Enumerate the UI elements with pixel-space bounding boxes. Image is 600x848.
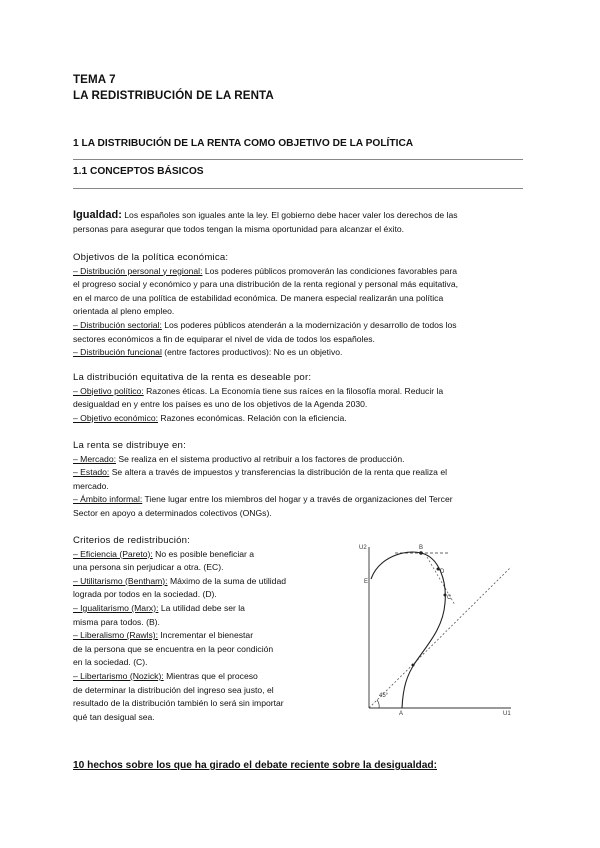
deseable-heading: La distribución equitativa de la renta es deseable por:	[73, 372, 312, 383]
criterios-heading: Criterios de redistribución:	[73, 535, 191, 546]
angle-arc	[377, 700, 379, 708]
point-b-lower	[412, 664, 415, 667]
label-d: D	[440, 569, 445, 575]
hechos-heading: 10 hechos sobre los que ha girado el debate reciente sobre la desigualdad:	[73, 760, 438, 771]
utility-frontier-figure	[355, 537, 515, 717]
deseable-block: La distribución equitativa de la renta es deseable por: – Objetivo político: Razones éticas. La Economía tiene sus raíces en la filosofía moral. Reducir la desigualdad en y entre los países es uno de los objetivos de la Agenda 2030. – Objetivo económico: Razones económicas. Relación con la eficiencia.	[73, 371, 528, 425]
objetivos-heading: Objetivos de la política económica:	[73, 252, 229, 263]
label-b: B	[419, 545, 424, 551]
divider	[73, 159, 523, 160]
angle-label: 45°	[379, 693, 389, 699]
objetivos-block: Objetivos de la política económica: – Distribución personal y regional: Los poderes públicos promoverán las condiciones favorables para el progreso social y económico y para una distribución de la renta regional y personal más equitativa, en el marco de una política de estabilidad económica. De manera especial realizarán una política orientada al pleno empleo. – Distribución sectorial: Los poderes públicos atenderán a la modernización y desarrollo de todos los sectores económicos a fin de equiparar el nivel de vida de todos los españoles. – Distribución funcional (entre factores productivos): No es un objetivo.	[73, 251, 528, 360]
y-axis-label: U2	[359, 545, 367, 551]
label-e: E	[364, 579, 369, 585]
section-1-1-title: 1.1 CONCEPTOS BÁSICOS	[73, 166, 204, 177]
label-c: C	[447, 595, 452, 601]
topic-title: LA REDISTRIBUCIÓN DE LA RENTA	[73, 89, 274, 102]
x-axis-label: U1	[503, 711, 511, 717]
distribuye-block: La renta se distribuye en: – Mercado: Se realiza en el sistema productivo al retribuir a los factores de producción. – Estado: Se altera a través de impuestos y transferencias la distribución de la renta que realiza el mercado. – Ámbito informal: Tiene lugar entre los miembros del hogar y a través de organizaciones del Tercer Sector en apoyo a determinados colectivos (ONGs).	[73, 439, 528, 521]
section-1-title: 1 LA DISTRIBUCIÓN DE LA RENTA COMO OBJETIVO DE LA POLÍTICA	[73, 138, 414, 149]
criterios-block: Criterios de redistribución: – Eficiencia (Pareto): No es posible beneficiar a una persona sin perjudicar a otra. (EC). – Utilitarismo (Bentham): Máximo de la suma de utilidad lograda por todos en la sociedad. (D). – Igualitarismo (Marx): La utilidad debe ser la misma para todos. (B). – Liberalismo (Rawls): Incrementar el bienestar de la persona que se encuentra en la peor condición en la sociedad. (C). – Libertarismo (Nozick): Mientras que el proceso de determinar la distribución del ingreso sea justo, el resultado de la distribución también lo será sin importar qué tan desigual sea.	[73, 534, 323, 724]
point-b	[419, 551, 423, 555]
45-degree-line	[369, 567, 511, 708]
distribuye-heading: La renta se distribuye en:	[73, 440, 186, 451]
utility-frontier-curve	[371, 552, 445, 708]
topic-number: TEMA 7	[73, 73, 116, 86]
divider	[73, 188, 523, 189]
label-a: A	[399, 711, 404, 717]
igualdad-term: Igualdad:	[73, 209, 122, 221]
igualdad-paragraph: Igualdad: Los españoles son iguales ante la ley. El gobierno debe hacer valer los derechos de las personas para asegurar que todos tengan la misma oportunidad para alcanzar el éxito.	[73, 209, 458, 234]
